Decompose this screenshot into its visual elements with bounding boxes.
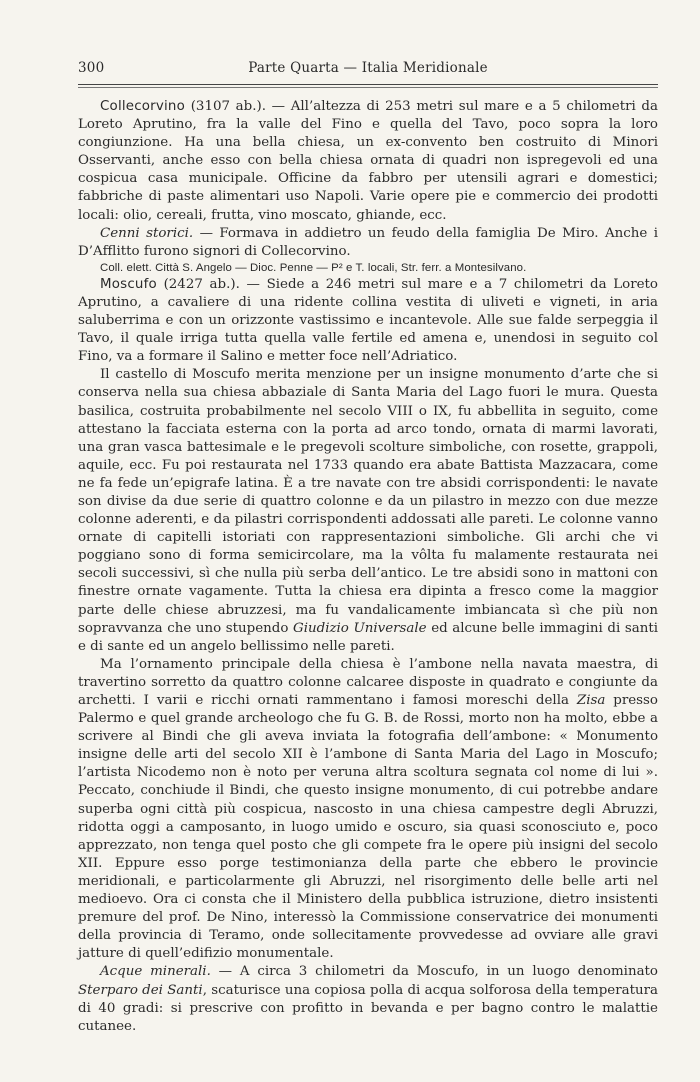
collecorvino-paragraph <box>78 98 658 225</box>
moscufo-paragraph <box>78 276 658 366</box>
history-text: — Formava in addietro un feudo della famiglia De Miro. Anche i D’Afflitto furono signori di Collecorvino. <box>78 225 658 259</box>
moscufo-p2: Il castello di Moscufo merita menzione per un insigne monumento d’arte che si conserva nella sua chiesa abbaziale di Santa Maria del Lago fuori le mura. Questa basilica, costruita probabilmente nel secolo VIII o IX, fu abbellita in seguito, come attestano la facciata esterna con la porta ad arco tondo, ornata di marmi lavorati, una gran vasca battesimale e le pregevoli scolture simboliche, con rosette, grappoli, aquile, ecc. Fu poi restaurata nel 1733 quando era abate Battista Mazzacara, come ne fa fede un’epigrafe latina. È a tre navate con tre absidi corrispondenti: le navate son divise da due serie di quattro colonne e da un pilastro in mezzo con due mezze colonne aderenti, e da pilastri corrispondenti addossati alle pareti. Le colonne vanno ornate di capitelli istoriati con rappresentazioni simboliche. Gli archi che vi poggiano sono di forma semicircolare, ma la vôlta fu malamente restaurata nei secoli successivi, sì che nulla più serba dell’antico. Le tre absidi sono in mattoni con finestre ornate vagamente. Tutta la chiesa era dipinta a fresco come la maggior parte delle chiese abruzzesi, ma fu vandalicamente imbiancata sì che più non sopravvanza che uno stupendo <box>78 367 658 636</box>
moscufo-headword: Moscufo <box>100 276 157 292</box>
collecorvino-history <box>78 225 658 261</box>
page-body <box>78 98 658 1036</box>
header-rule <box>78 84 658 88</box>
collecorvino-headword: Collecorvino <box>100 99 186 114</box>
zisa-name: Zisa <box>576 693 606 708</box>
sterparo-name: Sterparo dei Santi <box>78 982 203 998</box>
giudizio-title: Giudizio Universale <box>293 620 427 636</box>
waters-text: — A circa 3 chilometri da Moscufo, in un luogo denominato <box>210 964 658 980</box>
page-number: 300 <box>78 60 105 76</box>
history-label: Cenni storici. <box>100 225 194 241</box>
moscufo-p3: Ma l’ornamento principale della chiesa è l’ambone nella navata maestra, di travertino sorretto da quattro colonne calcaree disposte in quadrato e congiunte da archetti. I varii e ricchi ornati rammentano i famosi moreschi della <box>78 656 658 708</box>
collecorvino-note: Coll. elett. Città S. Angelo — Dioc. Penne — P² e T. locali, Str. ferr. a Montesilvano. <box>100 261 527 274</box>
moscufo-p2-end: ed alcune belle immagini di santi e di sante ed un angelo bellissimo nelle pareti. <box>78 620 658 654</box>
moscufo-intro: (2427 ab.). — Siede a 246 metri sul mare e a 7 chilometri da Loreto Aprutino, a cavaliere di una ridente collina vestita di uliveti e vigneti, in aria saluberrima e con un orizzonte vastissimo e incantevole. Alle sue falde serpeggia il Tavo, il quale irriga tutta quella valle fertile ed amena e, unendosi in seguito col Fino, va a formare il Salino e metter foce nell’Adriatico. <box>78 276 658 365</box>
collecorvino-intro: (3107 ab.). — All’altezza di 253 metri sul mare e a 5 chilometri da Loreto Aprutino, fra la valle del Fino e quella del Tavo, poco sopra la loro congiunzione. Ha una bella chiesa, un ex-convento ben costruito di Minori Osservanti, anche esso con bella chiesa ornata di quadri non ispregevoli ed una cospicua casa municipale. Officine da fabbro per utensili agrari e domestici; fabbriche di paste alimentari uso Napoli. Varie opere pie e commercio dei prodotti locali: olio, cereali, frutta, vino moscato, ghiande, ecc. <box>78 99 658 223</box>
running-title: Parte Quarta — Italia Meridionale <box>248 60 488 76</box>
moscufo-waters-paragraph <box>78 963 658 1035</box>
waters-end: , scaturisce una copiosa polla di acqua solforosa della temperatura di 40 gradi: si prescrive con profitto in bevanda e per bagno contro le malattie cutanee. <box>78 982 658 1034</box>
waters-label: Acque minerali. <box>100 964 211 980</box>
page-header <box>78 60 658 80</box>
moscufo-ambone-paragraph <box>78 656 658 964</box>
moscufo-p3-end: presso Palermo e quel grande archeologo che fu G. B. de Rossi, morto non ha molto, ebbe a scrivere al Bindi che gli aveva inviata la fotografia dell’ambone: « Monumento insigne delle arti del secolo XII è l’ambone di Santa Maria del Lago in Moscufo; l’artista Nicodemo non è noto per veruna altra scoltura segnata col nome di lui ». Peccato, conchiude il Bindi, che questo insigne monumento, di cui potrebbe andare superba ogni città più cospicua, nascosto in una chiesa campestre degli Abruzzi, ridotta oggi a camposanto, in luogo umido e oscuro, sia quasi sconosciuto e, poco apprezzato, non tenga quel posto che gli compete fra le opere più insigni del secolo XII. Eppure esso porge testimonianza della parte che ebbero le provincie meridionali, e particolarmente gli Abruzzi, nel risorgimento delle belle arti nel medioevo. Ora ci consta che il Ministero della pubblica istruzione, dietro insistenti premure del prof. De Nino, interessò la Commissione conservatrice dei monumenti della provincia di Teramo, onde sollecitamente provvedesse ad ovviare alle gravi jatture di quell’edifizio monumentale. <box>78 693 658 962</box>
moscufo-castle-paragraph <box>78 366 658 656</box>
